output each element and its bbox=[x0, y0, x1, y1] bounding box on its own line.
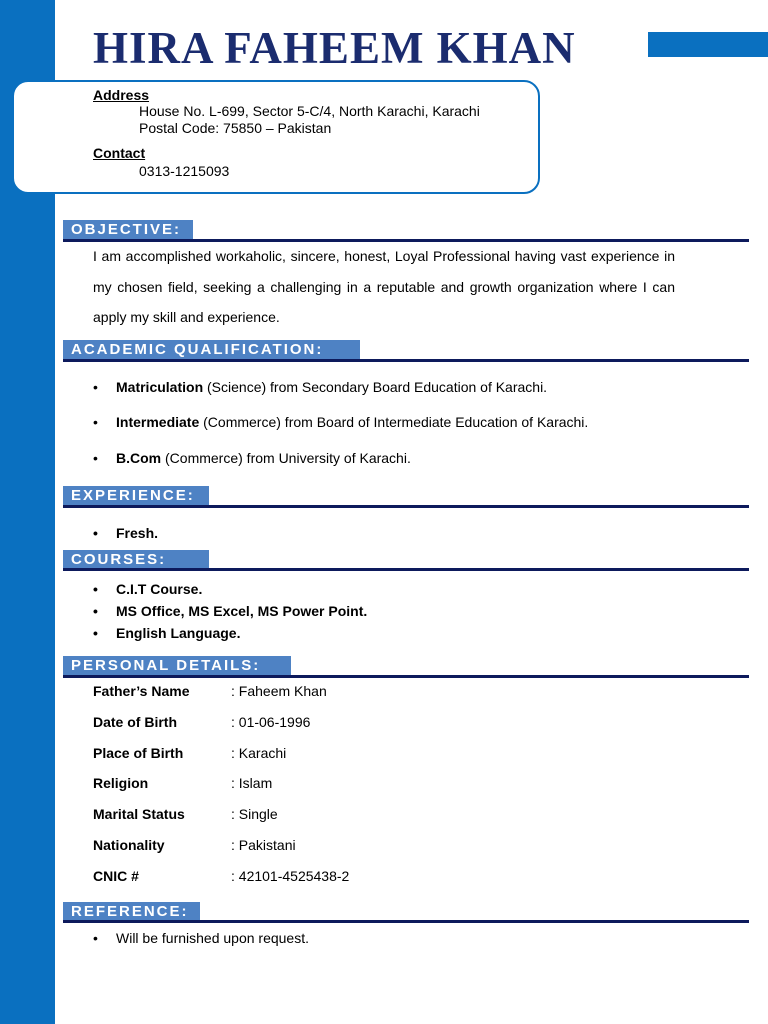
detail-label: CNIC # bbox=[93, 868, 139, 884]
detail-value: : 42101-4525438-2 bbox=[231, 868, 350, 884]
detail-label: Place of Birth bbox=[93, 745, 184, 761]
detail-value: : Karachi bbox=[231, 745, 287, 761]
courses-heading: COURSES: bbox=[63, 550, 209, 570]
reference-item: • Will be furnished upon request. bbox=[93, 930, 309, 946]
bullet-icon: • bbox=[93, 379, 98, 395]
contact-label: Contact bbox=[93, 145, 146, 161]
experience-heading: EXPERIENCE: bbox=[63, 486, 209, 506]
detail-label: Father’s Name bbox=[93, 683, 190, 699]
course-item: • English Language. bbox=[93, 625, 241, 641]
detail-value: : Faheem Khan bbox=[231, 683, 327, 699]
bullet-icon: • bbox=[93, 450, 98, 466]
detail-label: Religion bbox=[93, 775, 149, 791]
objective-heading: OBJECTIVE: bbox=[63, 220, 193, 240]
academic-item: • B.Com (Commerce) from University of Karachi. bbox=[93, 450, 411, 466]
address-line-1: House No. L-699, Sector 5-C/4, North Karachi, Karachi bbox=[139, 103, 480, 119]
detail-label: Nationality bbox=[93, 837, 165, 853]
detail-value: : Single bbox=[231, 806, 278, 822]
address-line-2: Postal Code: 75850 – Pakistan bbox=[139, 120, 332, 136]
academic-rule bbox=[63, 359, 749, 362]
contact-box bbox=[12, 80, 540, 194]
bullet-icon: • bbox=[93, 930, 98, 946]
course-item: • MS Office, MS Excel, MS Power Point. bbox=[93, 603, 368, 619]
bullet-icon: • bbox=[93, 525, 98, 541]
reference-heading: REFERENCE: bbox=[63, 902, 200, 922]
academic-heading: ACADEMIC QUALIFICATION: bbox=[63, 340, 360, 360]
personal-rule bbox=[63, 675, 749, 678]
top-accent-block bbox=[648, 32, 768, 57]
reference-rule bbox=[63, 920, 749, 923]
detail-label: Marital Status bbox=[93, 806, 185, 822]
address-label: Address bbox=[93, 87, 150, 103]
courses-rule bbox=[63, 568, 749, 571]
detail-label: Date of Birth bbox=[93, 714, 177, 730]
course-item: • C.I.T Course. bbox=[93, 581, 203, 597]
personal-heading: PERSONAL DETAILS: bbox=[63, 656, 291, 676]
experience-rule bbox=[63, 505, 749, 508]
detail-value: : Islam bbox=[231, 775, 273, 791]
bullet-icon: • bbox=[93, 581, 98, 597]
detail-value: : 01-06-1996 bbox=[231, 714, 311, 730]
objective-text: I am accomplished workaholic, sincere, honest, Loyal Professional having vast experience in my chosen field, seeking a challenging in a reputable and growth organization where I can apply my skill and experience. bbox=[93, 248, 675, 325]
bullet-icon: • bbox=[93, 414, 98, 430]
academic-item: • Intermediate (Commerce) from Board of Intermediate Education of Karachi. bbox=[93, 414, 589, 430]
bullet-icon: • bbox=[93, 603, 98, 619]
detail-value: : Pakistani bbox=[231, 837, 296, 853]
academic-item: • Matriculation (Science) from Secondary Board Education of Karachi. bbox=[93, 379, 548, 395]
phone-number: 0313-1215093 bbox=[139, 163, 230, 179]
experience-item: • Fresh. bbox=[93, 525, 159, 541]
resume-name: HIRA FAHEEM KHAN bbox=[93, 23, 576, 73]
bullet-icon: • bbox=[93, 625, 98, 641]
